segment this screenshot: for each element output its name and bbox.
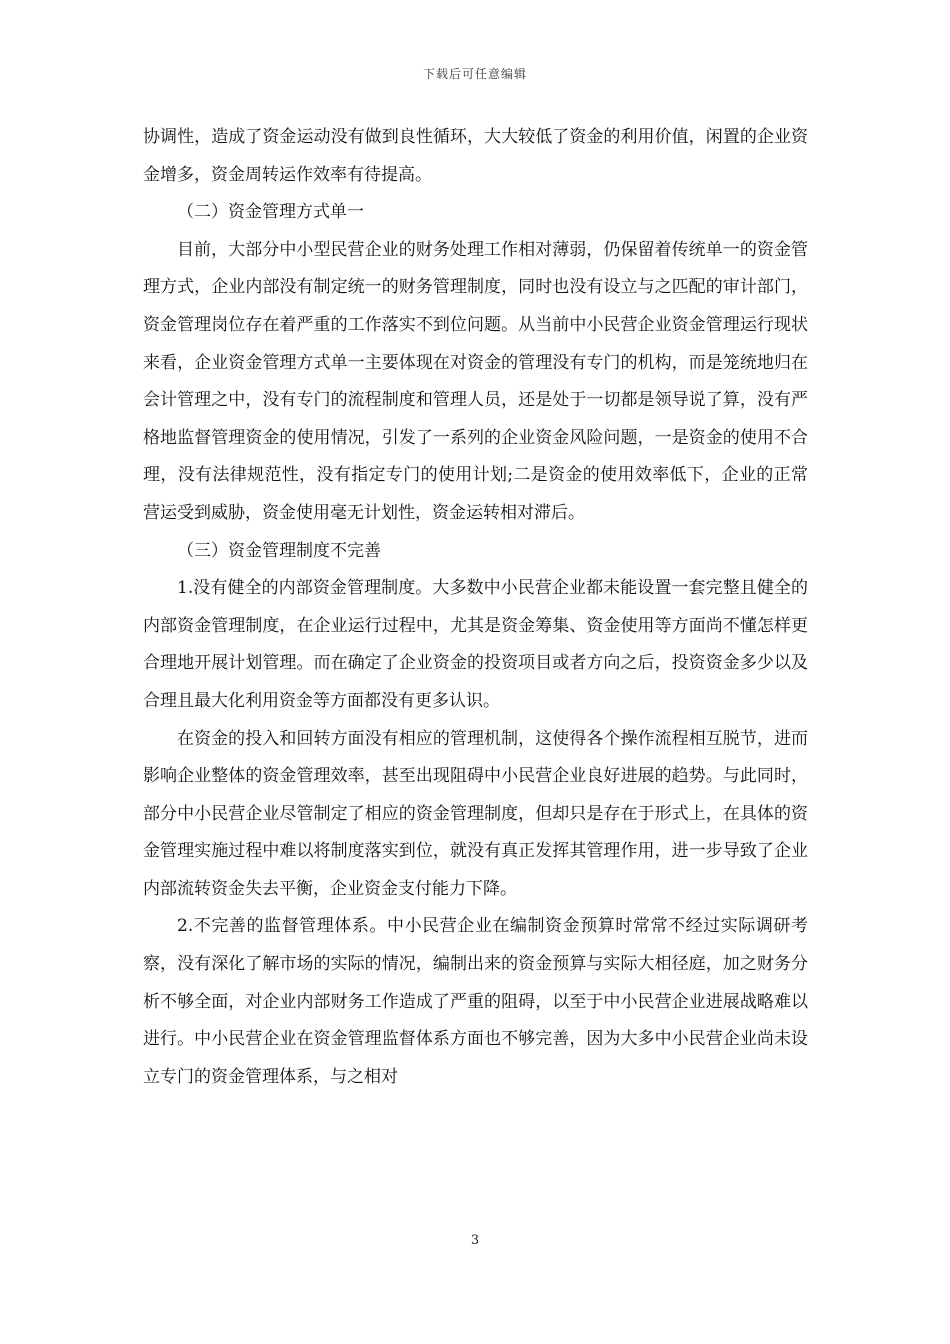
page-number: 3: [470, 1233, 480, 1248]
section-heading-2: （二）资金管理方式单一: [177, 202, 364, 223]
section-heading-3: （三）资金管理制度不完善: [177, 540, 381, 561]
paragraph-continuation: 协调性，造成了资金运动没有做到良性循环，大大较低了资金的利用价值，闲置的企业资金增多，资金周转运作效率有待提高。: [143, 127, 808, 185]
document-body: [143, 119, 808, 1096]
paragraph-3-2: 在资金的投入和回转方面没有相应的管理机制，这使得各个操作流程相互脱节，进而影响企业整体的资金管理效率，甚至出现阻碍中小民营企业良好进展的趋势。与此同时，部分中小民营企业尽管制定了相应的资金管理制度，但却只是存在于形式上，在具体的资金管理实施过程中难以将制度落实到位，就没有真正发挥其管理作用，进一步导致了企业内部流转资金失去平衡，企业资金支付能力下降。: [143, 728, 808, 899]
paragraph-2: 目前，大部分中小型民营企业的财务处理工作相对薄弱，仍保留着传统单一的资金管理方式，企业内部没有制定统一的财务管理制度，同时也没有设立与之匹配的审计部门，资金管理岗位存在着严重的工作落实不到位问题。从当前中小民营企业资金管理运行现状来看，企业资金管理方式单一主要体现在对资金的管理没有专门的机构，而是笼统地归在会计管理之中，没有专门的流程制度和管理人员，还是处于一切都是领导说了算，没有严格地监督管理资金的使用情况，引发了一系列的企业资金风险问题，一是资金的使用不合理，没有法律规范性，没有指定专门的使用计划;二是资金的使用效率低下，企业的正常营运受到威胁，资金使用毫无计划性，资金运转相对滞后。: [143, 239, 808, 523]
page-header: 下载后可任意编辑: [422, 67, 527, 81]
paragraph-3-3: 2.不完善的监督管理体系。中小民营企业在编制资金预算时常常不经过实际调研考察，没有深化了解市场的实际的情况，编制出来的资金预算与实际大相径庭，加之财务分析不够全面，对企业内部财务工作造成了严重的阻碍，以至于中小民营企业进展战略难以进行。中小民营企业在资金管理监督体系方面也不够完善，因为大多中小民营企业尚未设立专门的资金管理体系，与之相对: [143, 916, 808, 1087]
paragraph-3-1: 1.没有健全的内部资金管理制度。大多数中小民营企业都未能设置一套完整且健全的内部资金管理制度，在企业运行过程中，尤其是资金筹集、资金使用等方面尚不懂怎样更合理地开展计划管理。而在确定了企业资金的投资项目或者方向之后，投资资金多少以及合理且最大化利用资金等方面都没有更多认识。: [143, 578, 808, 711]
